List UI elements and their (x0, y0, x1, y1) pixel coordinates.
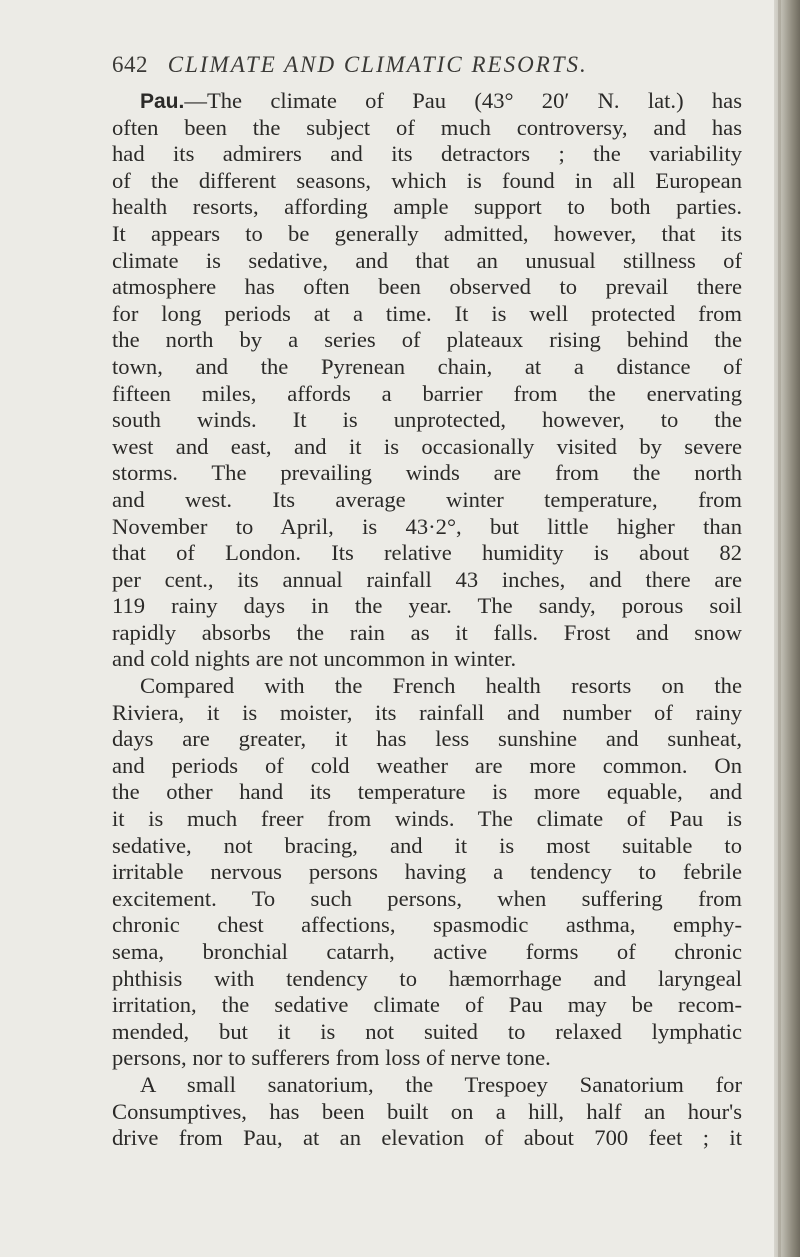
text-line: mended, but it is not suited to relaxed lymphatic (112, 1018, 742, 1044)
text-line: of the different seasons, which is found in all European (112, 167, 742, 193)
text-line (112, 88, 742, 115)
text-line: for long periods at a time. It is well protected from (112, 300, 742, 326)
text-line: south winds. It is unprotected, however, to the (112, 407, 742, 433)
running-header (112, 50, 732, 80)
text-line: had its admirers and its detractors ; the variability (112, 141, 742, 167)
running-title: CLIMATE AND CLIMATIC RESORTS. (167, 52, 588, 77)
text-line: it is much freer from winds. The climate of Pau is (112, 806, 742, 832)
body-text (112, 88, 742, 1152)
section-heading: Pau. (140, 90, 185, 113)
text-line: and periods of cold weather are more common. On (112, 752, 742, 778)
text-line: storms. The prevailing winds are from the north (112, 460, 742, 486)
text-line: irritation, the sedative climate of Pau may be recom- (112, 992, 742, 1018)
text-line: sema, bronchial catarrh, active forms of chronic (112, 939, 742, 964)
text-line: town, and the Pyrenean chain, at a distance of (112, 353, 742, 379)
text-line: It appears to be generally admitted, however, that its (112, 220, 742, 246)
text-line: health resorts, affording ample support to both parties. (112, 194, 742, 220)
text-line: and cold nights are not uncommon in winter. (112, 646, 517, 672)
text-line: atmosphere has often been observed to prevail there (112, 274, 742, 300)
text-line: the north by a series of plateaux rising behind the (112, 327, 742, 353)
text-line: A small sanatorium, the Trespoey Sanatorium for (140, 1071, 742, 1097)
text-line: Consumptives, has been built on a hill, half an hour's (112, 1098, 742, 1124)
text-line: irritable nervous persons having a tendency to febrile (112, 859, 742, 885)
text-line: excitement. To such persons, when suffering from (112, 885, 742, 911)
text-line: climate is sedative, and that an unusual stillness of (112, 247, 742, 273)
text-line: often been the subject of much controversy, and has (112, 114, 742, 140)
text-line: that of London. Its relative humidity is about 82 (112, 540, 742, 566)
page-number: 642 (112, 52, 148, 77)
text-line: 119 rainy days in the year. The sandy, porous soil (112, 593, 742, 619)
text-line: Riviera, it is moister, its rainfall and number of rainy (112, 699, 742, 725)
text-line: west and east, and it is occasionally visited by severe (112, 433, 742, 459)
text-line: per cent., its annual rainfall 43 inches, and there are (112, 566, 742, 592)
text-line: sedative, not bracing, and it is most suitable to (112, 832, 742, 858)
text-line: chronic chest affections, spasmodic asthma, emphy- (112, 912, 742, 938)
text-line: drive from Pau, at an elevation of about 700 feet ; it (112, 1125, 742, 1151)
text-line: phthisis with tendency to hæmorrhage and laryngeal (112, 965, 742, 991)
text-line: fifteen miles, affords a barrier from the enervating (112, 380, 742, 406)
first-line-text: —The climate of Pau (43° 20′ N. lat.) has (184, 88, 742, 113)
text-line: rapidly absorbs the rain as it falls. Frost and snow (112, 619, 742, 645)
text-line: the other hand its temperature is more equable, and (112, 779, 742, 805)
page-edge-shadow (774, 0, 800, 1257)
text-line: Compared with the French health resorts on the (140, 673, 742, 699)
text-line: and west. Its average winter temperature, from (112, 486, 742, 512)
text-line: persons, nor to sufferers from loss of nerve tone. (112, 1045, 551, 1071)
text-line: November to April, is 43·2°, but little higher than (112, 513, 742, 539)
text-line: days are greater, it has less sunshine and sunheat, (112, 726, 742, 752)
